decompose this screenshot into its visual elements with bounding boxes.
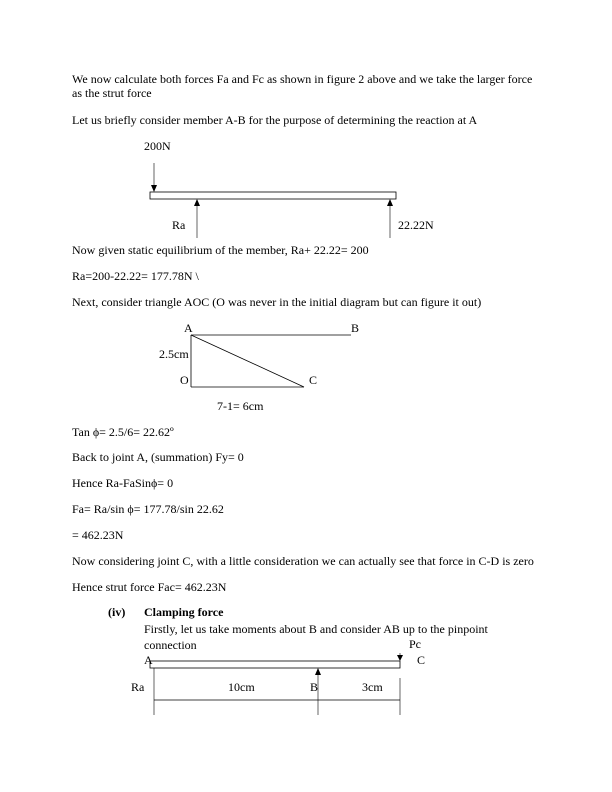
paragraph-fa-value: = 462.23N — [72, 528, 124, 542]
paragraph-member-ab: Let us briefly consider member A-B for the purpose of determining the reaction at A — [72, 113, 478, 127]
beam2-label-b: B — [310, 680, 319, 694]
section-title: Clamping force — [144, 605, 224, 619]
paragraph-joint-c: Now considering joint C, with a little consideration we can actually see that force in C-D is zero — [72, 554, 534, 568]
paragraph-equilibrium: Now given static equilibrium of the member, Ra+ 22.22= 200 — [72, 243, 369, 257]
beam-ac — [150, 661, 400, 668]
paragraph-force-calculation: We now calculate both forces Fa and Fc as shown in figure 2 above and we take the larger force as the strut force — [72, 72, 533, 100]
triangle-label-c: C — [309, 373, 318, 387]
section-text: Firstly, let us take moments about B and consider AB up to the pinpoint connection — [144, 622, 488, 652]
beam2-label-a: A — [144, 653, 153, 667]
paragraph-tan-phi: Tan ϕ= 2.5/6= 22.62º — [72, 425, 174, 439]
paragraph-fa: Fa= Ra/sin ϕ= 177.78/sin 22.62 — [72, 502, 224, 516]
triangle-label-a: A — [184, 321, 193, 335]
section-number: (iv) — [108, 605, 126, 619]
beam2-label-c: C — [417, 653, 426, 667]
paragraph-ra-value: Ra=200-22.22= 177.78N \ — [72, 269, 199, 283]
beam2-label-pc: Pc — [409, 637, 421, 651]
reaction-label-ra: Ra — [172, 218, 186, 232]
force-arrowhead-pc — [397, 655, 403, 661]
paragraph-joint-a: Back to joint A, (summation) Fy= 0 — [72, 450, 244, 464]
triangle-vertical-dimension: 2.5cm — [159, 347, 189, 361]
reaction-label-b: 22.22N — [398, 218, 434, 232]
beam2-label-ra: Ra — [131, 680, 145, 694]
beam2-dimension-3cm: 3cm — [362, 680, 383, 694]
triangle-label-o: O — [180, 373, 189, 387]
paragraph-triangle-aoc: Next, consider triangle AOC (O was never in the initial diagram but can figure it out) — [72, 295, 482, 309]
paragraph-strut-force: Hence strut force Fac= 462.23N — [72, 580, 227, 594]
support-arrowhead-b — [315, 668, 321, 675]
paragraph-hence-ra: Hence Ra-FaSinϕ= 0 — [72, 476, 174, 490]
triangle-label-b: B — [351, 321, 360, 335]
beam2-dimension-10cm: 10cm — [228, 680, 255, 694]
triangle-horizontal-dimension: 7-1= 6cm — [217, 399, 264, 413]
load-label: 200N — [144, 139, 171, 153]
